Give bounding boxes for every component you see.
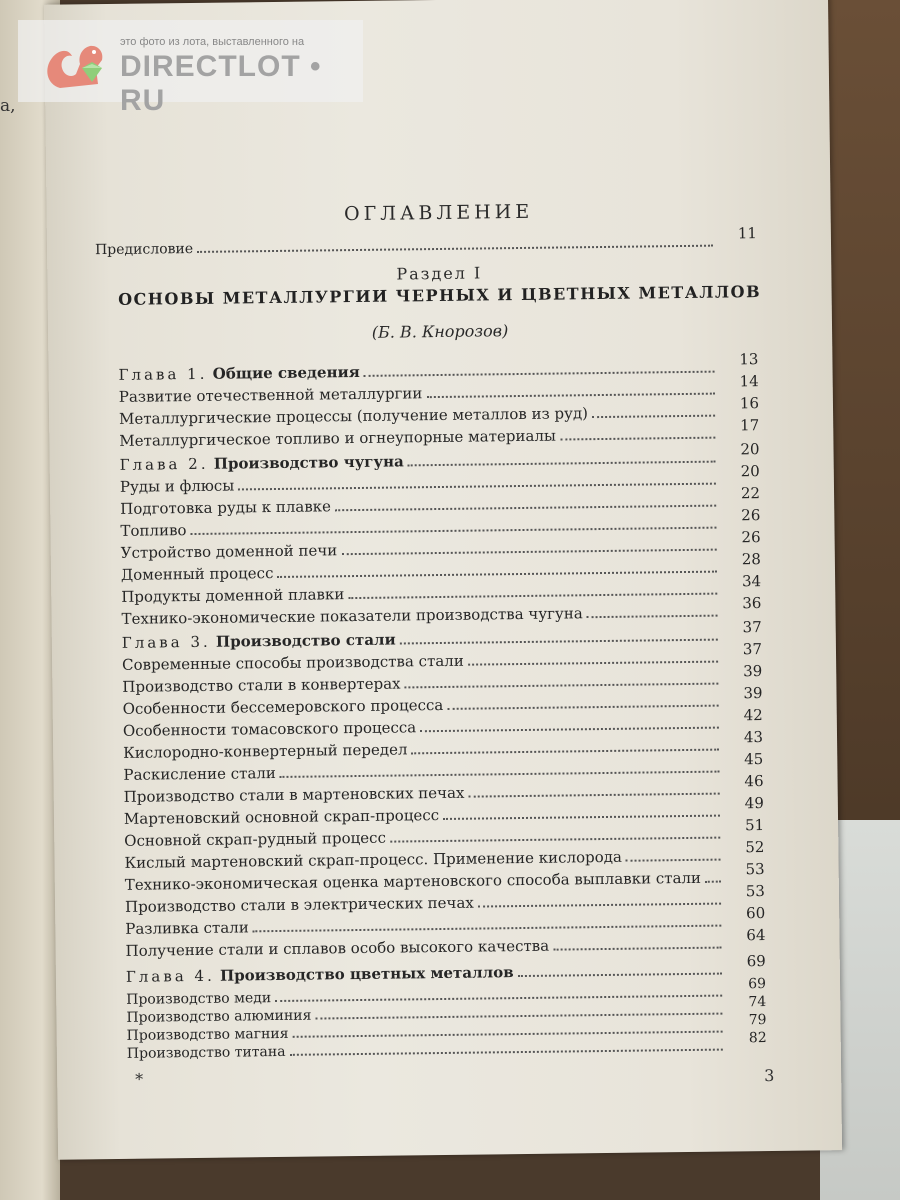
toc-entry-title: Производство стали в электрических печах — [124, 893, 474, 916]
chapter-prefix: Глава 2. — [119, 454, 209, 474]
toc-entry-title: Производство стали в конвертерах — [122, 674, 401, 696]
toc-entry-page: 39 — [743, 684, 763, 703]
toc-entry-page: 28 — [741, 550, 761, 569]
leader-dots — [518, 973, 722, 977]
page-number: 3 — [764, 1065, 775, 1086]
leader-dots — [592, 415, 715, 419]
chapter-title: Общие сведения — [212, 362, 360, 383]
leader-dots — [587, 615, 718, 619]
toc-entry-title: Кислый мартеновский скрап-процесс. Применение кислорода — [124, 847, 622, 872]
leader-dots — [553, 947, 721, 951]
section-title: ОСНОВЫ МЕТАЛЛУРГИИ ЧЕРНЫХ И ЦВЕТНЫХ МЕТАЛЛОВ — [118, 282, 762, 309]
toc-entry-title: Особенности томасовского процесса — [122, 718, 417, 740]
toc-entry-page: 69 — [746, 952, 766, 971]
toc-entry-page: 51 — [744, 816, 765, 835]
toc-entry-title: Производство алюминия — [126, 1007, 312, 1026]
toc-entry-page: 43 — [743, 728, 764, 747]
chapter-title: Производство цветных металлов — [219, 963, 514, 985]
toc-entry-title: Современные способы производства стали — [121, 651, 464, 674]
toc-entry-title: Доменный процесс — [120, 564, 274, 584]
chapter-title: Производство чугуна — [213, 452, 404, 473]
toc-title: ОГЛАВЛЕНИЕ — [343, 200, 534, 226]
leader-dots — [341, 549, 716, 556]
chapter-prefix: Глава 1. — [118, 364, 208, 384]
toc-entry-page: 26 — [741, 528, 761, 547]
toc-entry-title: Производство стали в мартеновских печах — [123, 783, 465, 806]
toc-entry-page: 37 — [742, 640, 763, 659]
chapter-prefix: Глава 3. — [121, 632, 211, 652]
toc-entry-page: 39 — [743, 662, 763, 681]
toc-entry-title: Предисловие — [94, 240, 194, 259]
toc-entry-title: Мартеновский основной скрап-процесс — [123, 806, 440, 828]
leader-dots — [626, 859, 721, 862]
toc-entry-page: 11 — [737, 224, 757, 243]
leader-dots — [420, 727, 719, 733]
toc-entry-title: Раскисление стали — [123, 764, 276, 784]
toc-entry-page: 64 — [746, 926, 766, 945]
watermark — [18, 20, 363, 117]
toc-entry-page: 42 — [743, 706, 763, 725]
toc-entry-page: 52 — [745, 838, 765, 857]
toc-entry-title: Подготовка руды к плавке — [120, 497, 332, 518]
leader-dots — [468, 661, 718, 666]
toc-entry-title: Производство магния — [126, 1025, 289, 1044]
leader-dots — [405, 683, 719, 689]
toc-entry-title: Кислородно-конвертерный передел — [123, 740, 408, 762]
toc-entry-title: Устройство доменной печи — [120, 541, 338, 562]
toc-entry-page: 53 — [745, 860, 765, 879]
toc-entry-title: Металлургическое топливо и огнеупорные материалы — [119, 426, 556, 450]
toc-entry-title: Развитие отечественной металлургии — [118, 384, 423, 406]
leader-dots — [335, 505, 716, 512]
leader-dots — [390, 837, 720, 843]
section-author: (Б. В. Кнорозов) — [371, 321, 509, 342]
leader-dots — [412, 749, 720, 755]
toc-entry-title: Технико-экономические показатели производства чугуна — [121, 604, 583, 628]
toc-entry-title: Топливо — [120, 521, 187, 540]
toc-entry-page: 14 — [739, 372, 759, 391]
toc-entry-title: Технико-экономическая оценка мартеновского способа выплавки стали — [124, 868, 702, 894]
toc-entry-page: 74 — [748, 994, 767, 1011]
toc-entry-page: 13 — [739, 350, 759, 369]
toc-entry-page: 53 — [745, 882, 766, 901]
toc-entry-page: 26 — [741, 506, 761, 525]
toc-entry-page: 36 — [742, 594, 762, 613]
toc-entry-title: Производство меди — [126, 990, 272, 1008]
toc-entry-title: Производство титана — [126, 1043, 286, 1062]
toc-entry-title: Получение стали и сплавов особо высокого качества — [125, 936, 550, 960]
leader-dots — [705, 881, 721, 883]
leader-dots — [197, 245, 713, 253]
leader-dots — [290, 1049, 723, 1056]
footer-mark: * — [135, 1069, 144, 1089]
book-page — [44, 0, 842, 1160]
leader-dots — [400, 639, 718, 645]
toc-entry-page: 69 — [748, 976, 767, 993]
chapter-title: Производство стали — [215, 630, 396, 651]
toc-entry-title: Разливка стали — [125, 918, 249, 938]
toc-entry-page: 46 — [744, 772, 764, 791]
toc-entry-preface — [94, 224, 757, 259]
leader-dots — [560, 437, 715, 441]
leader-dots — [426, 393, 714, 399]
toc-entry-page: 20 — [740, 440, 760, 459]
toc-entry-title: Металлургические процессы (получение металлов из руд) — [118, 404, 589, 428]
watermark-caption: это фото из лота, выставленного на — [120, 36, 305, 48]
toc-entry-page: 79 — [748, 1012, 767, 1029]
leader-dots — [468, 793, 719, 798]
squirrel-logo-icon — [42, 38, 108, 92]
leader-dots — [408, 461, 716, 467]
watermark-brand: DIRECTLOT • RU — [120, 50, 322, 117]
leader-dots — [478, 903, 721, 908]
toc-entry-page: 17 — [740, 416, 760, 435]
toc-entry-page: 60 — [745, 904, 766, 923]
toc-entry-page: 34 — [741, 572, 762, 591]
toc-entry-page: 49 — [744, 794, 764, 813]
leader-dots — [348, 593, 717, 600]
toc-entry-title: Руды и флюсы — [119, 476, 235, 496]
toc-chapter-heading — [126, 963, 514, 986]
toc-entry-title: Основной скрап-рудный процесс — [124, 828, 387, 850]
toc-entry-page: 37 — [742, 618, 762, 637]
leader-dots — [447, 705, 718, 710]
toc-entry-title: Продукты доменной плавки — [121, 585, 345, 606]
leader-dots — [364, 371, 715, 377]
toc-entry-page: 82 — [748, 1030, 767, 1047]
toc-entry-page: 16 — [739, 394, 760, 413]
toc-entry-page: 22 — [740, 484, 761, 503]
section-label: Раздел I — [396, 263, 483, 284]
toc-entry-page: 20 — [740, 462, 760, 481]
chapter-prefix: Глава 4. — [125, 966, 215, 986]
toc-entry-title: Особенности бессемеровского процесса — [122, 695, 444, 718]
adjacent-page-text: а, — [0, 96, 16, 116]
toc-entry-page: 45 — [744, 750, 764, 769]
leader-dots — [443, 815, 720, 820]
